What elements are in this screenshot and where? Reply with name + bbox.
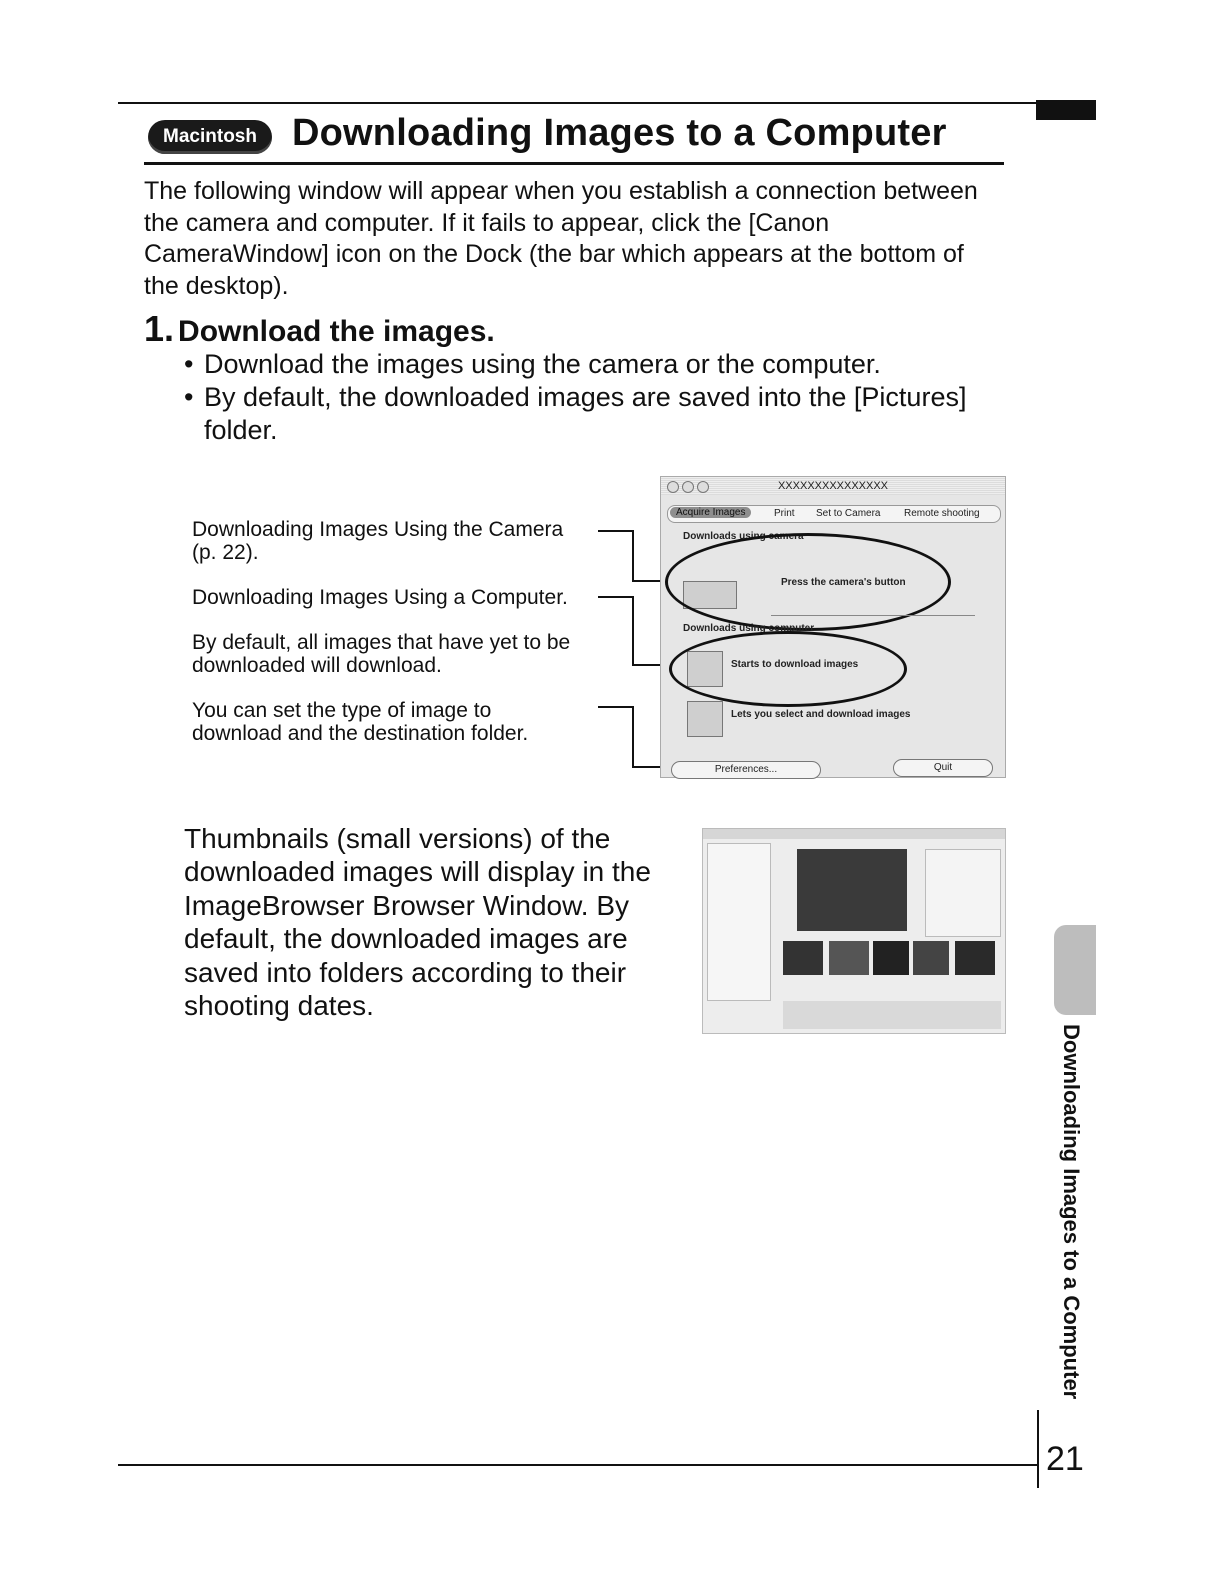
- window-title: XXXXXXXXXXXXXXX: [777, 480, 889, 492]
- page-number: 21: [1046, 1440, 1084, 1478]
- bullet-item: • Download the images using the camera or the computer.: [184, 348, 1024, 381]
- thumbnail[interactable]: [873, 941, 909, 975]
- callout-default-all: By default, all images that have yet to be downloaded will download.: [192, 631, 571, 677]
- leader-line: [632, 596, 634, 666]
- preview-image: [797, 849, 907, 931]
- step-bullets: [184, 348, 1024, 447]
- info-panel: [925, 849, 1001, 937]
- section-computer: Downloads using computer: [683, 623, 815, 634]
- callout-computer: Downloading Images Using a Computer.: [192, 586, 568, 609]
- image-browser-screenshot: [702, 828, 1006, 1034]
- highlight-oval: [669, 631, 907, 707]
- leader-line: [598, 530, 634, 532]
- intro-paragraph: The following window will appear when you establish a connection between the camera and computer. If it fails to appear, click the [Canon CameraWindow] icon on the Dock (the bar which appears at the bottom of the desktop).: [144, 177, 978, 300]
- title-underline: [144, 162, 1004, 165]
- side-tab-label: Downloading Images to a Computer: [1059, 1024, 1084, 1400]
- leader-line: [632, 530, 634, 582]
- starts-download-text: Starts to download images: [731, 659, 859, 670]
- folder-tree: [707, 843, 771, 1001]
- preferences-button[interactable]: Preferences...: [671, 761, 821, 779]
- step-number: 1.: [144, 308, 175, 349]
- side-tab-marker: [1054, 925, 1096, 1015]
- tab-acquire-images[interactable]: Acquire Images: [670, 507, 751, 518]
- camera-window-screenshot: [660, 476, 1006, 778]
- corner-tab: [1036, 100, 1096, 120]
- tab-bar: [667, 505, 1001, 523]
- thumbnail[interactable]: [829, 941, 869, 975]
- tab-remote-shooting[interactable]: Remote shooting: [904, 508, 980, 519]
- leader-line: [598, 706, 634, 708]
- top-rule: [118, 102, 1036, 104]
- thumbnail[interactable]: [955, 941, 995, 975]
- callout-camera: Downloading Images Using the Camera (p. 22).: [192, 518, 564, 564]
- browser-titlebar: [703, 829, 1005, 839]
- browser-caption: Thumbnails (small versions) of the downloaded images will display in the ImageBrowser Browser Window. By default, the downloaded images are saved into folders according to their shooting dates.: [184, 823, 651, 1022]
- bullet-item: • By default, the downloaded images are saved into the [Pictures] folder.: [184, 381, 1024, 447]
- tab-set-to-camera[interactable]: Set to Camera: [816, 508, 881, 519]
- section-camera: Downloads using camera: [683, 531, 804, 542]
- quit-button[interactable]: Quit: [893, 759, 993, 777]
- section-divider: [771, 615, 975, 616]
- camera-button-text: Press the camera's button: [781, 577, 906, 588]
- step-heading: [144, 308, 495, 350]
- select-download-text: Lets you select and download images: [731, 709, 911, 720]
- highlight-oval: [665, 533, 951, 631]
- select-download-icon[interactable]: [687, 701, 723, 737]
- thumbnail[interactable]: [783, 941, 823, 975]
- leader-line: [632, 706, 634, 768]
- tab-print[interactable]: Print: [774, 508, 795, 519]
- thumbnail[interactable]: [913, 941, 949, 975]
- callout-set-type: You can set the type of image to download and the destination folder.: [192, 699, 529, 745]
- leader-line: [598, 596, 634, 598]
- page-title: Downloading Images to a Computer: [292, 112, 947, 154]
- browser-toolbar: [783, 1001, 1001, 1029]
- footer-divider: [1037, 1410, 1039, 1488]
- footer-rule: [118, 1464, 1038, 1466]
- macintosh-badge: Macintosh: [148, 120, 272, 154]
- step-title: Download the images.: [178, 315, 495, 348]
